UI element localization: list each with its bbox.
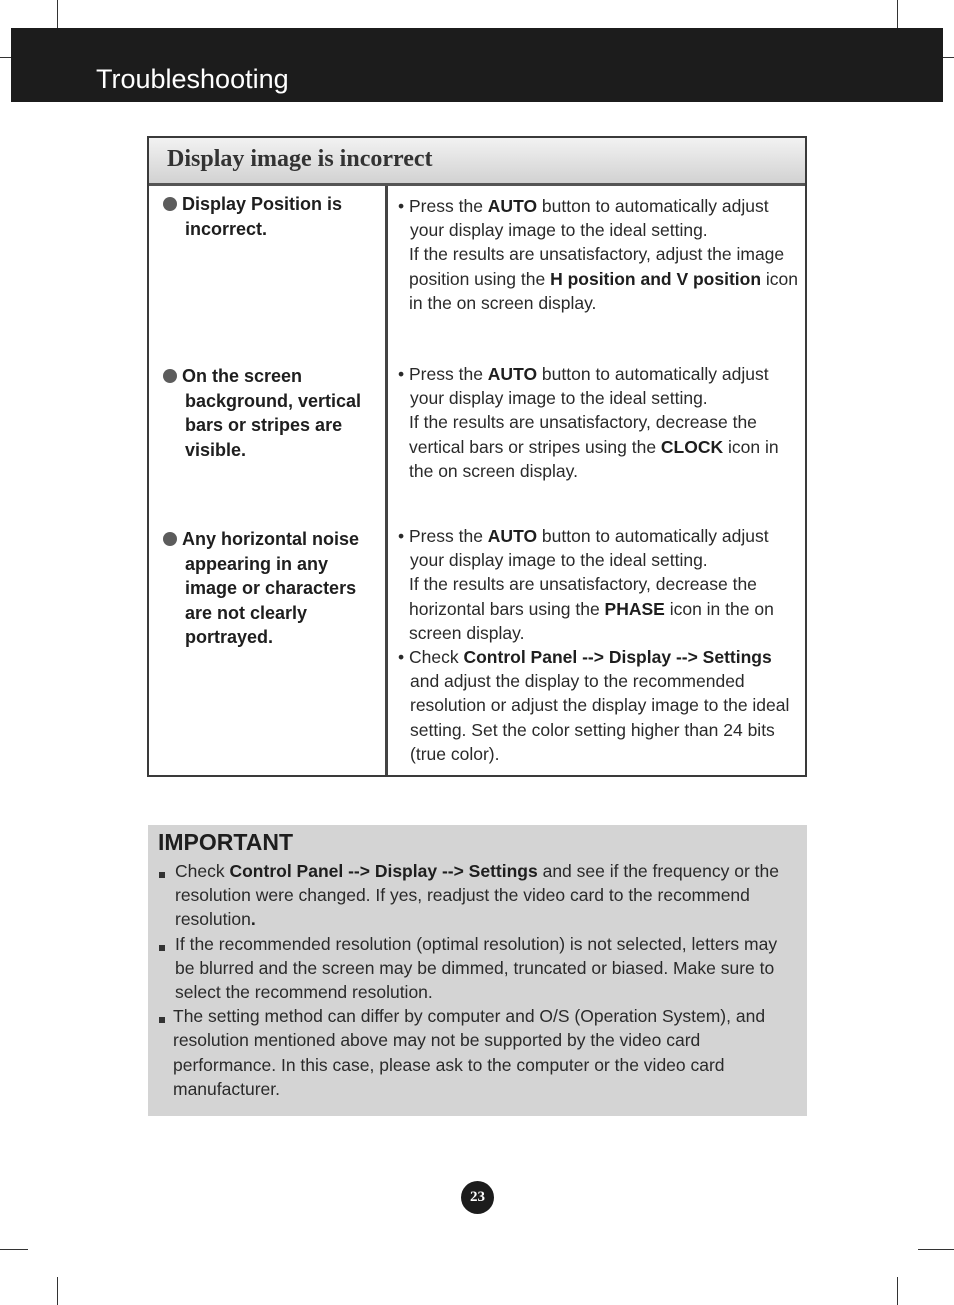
body-text: and adjust the display to the recommended resolution or adjust the display image to the ideal setting. Set the color setting higher than 24 bits (true color). (410, 671, 790, 764)
bullet-icon (163, 197, 177, 211)
body-text: button to automatically adjust your display image to the ideal setting. (410, 196, 769, 241)
emphasis-text: . (250, 909, 256, 930)
body-text: If the results are unsatisfactory, adjust the image position using the (409, 244, 785, 289)
crop-mark (0, 57, 11, 58)
important-title: IMPORTANT (158, 829, 294, 855)
solution-followup (398, 410, 798, 483)
emphasis-text: Control Panel --> Display --> Settings (463, 647, 772, 668)
crop-mark (897, 1277, 898, 1305)
problem-horizontal-noise: Any horizontal noise appearing in any image or characters are not clearly portrayed. (163, 527, 373, 650)
table-header (149, 138, 805, 186)
important-item (158, 932, 788, 1005)
body-text: If the results are unsatisfactory, decrease the horizontal bars using the (409, 574, 757, 619)
bullet-icon: • (398, 526, 409, 546)
problem-vertical-bars: On the screen background, vertical bars or stripes are visible. (163, 364, 373, 462)
solution-item (398, 194, 798, 242)
table-title: Display image is incorrect (167, 146, 433, 172)
problem-display-position: Display Position is incorrect. (163, 192, 373, 241)
square-bullet-icon (159, 872, 165, 878)
body-text: button to automatically adjust your display image to the ideal setting. (410, 526, 769, 571)
emphasis-text: Control Panel --> Display --> Settings (229, 861, 538, 881)
emphasis-text: AUTO (487, 196, 538, 216)
important-box (148, 825, 807, 1116)
crop-mark (897, 0, 898, 28)
bullet-icon (163, 532, 177, 546)
body-text: icon in the on screen display. (409, 598, 774, 643)
body-text: If the results are unsatisfactory, decrease the vertical bars or stripes using the (409, 412, 757, 457)
bullet-icon: • (398, 196, 409, 216)
crop-mark (57, 0, 58, 28)
emphasis-text: AUTO (487, 364, 538, 384)
important-item (158, 859, 788, 932)
solution-followup (398, 572, 798, 645)
square-bullet-icon (159, 945, 165, 951)
solution-item (398, 362, 798, 410)
header-bar (11, 28, 943, 102)
crop-mark (918, 1249, 954, 1250)
body-text: and see if the frequency or the resolution were changed. If yes, readjust the video card to the recommend resolution (175, 861, 779, 930)
body-text: Check (175, 861, 230, 881)
column-divider (385, 186, 388, 775)
emphasis-text: CLOCK (660, 436, 724, 457)
body-text: Check (409, 647, 464, 668)
solution-followup (398, 242, 798, 315)
bullet-icon (163, 369, 177, 383)
emphasis-text: H position and V position (550, 268, 762, 289)
solution-horizontal-noise (398, 524, 798, 766)
important-item (158, 1004, 788, 1101)
solution-display-position (398, 194, 798, 315)
body-text: Press the (409, 364, 488, 384)
body-text: button to automatically adjust your display image to the ideal setting. (410, 364, 769, 409)
body-text: The setting method can differ by computer and O/S (Operation System), and resolution mentioned above may not be supported by the video card performance. In this case, please ask to the computer or the video card manufacturer. (173, 1006, 766, 1099)
solution-item (398, 524, 798, 572)
emphasis-text: AUTO (487, 526, 538, 546)
solution-vertical-bars (398, 362, 798, 483)
crop-mark (57, 1277, 58, 1305)
body-text: icon in the on screen display. (409, 436, 779, 481)
crop-mark (0, 1249, 28, 1250)
solution-item (398, 645, 798, 766)
crop-mark (943, 57, 954, 58)
bullet-icon: • (398, 647, 409, 668)
page-title: Troubleshooting (96, 64, 289, 94)
important-list (158, 859, 788, 1101)
troubleshooting-table (147, 136, 807, 777)
bullet-icon: • (398, 364, 409, 384)
square-bullet-icon (159, 1017, 165, 1023)
body-text: Press the (409, 196, 488, 216)
page-number: 23 (461, 1181, 494, 1214)
emphasis-text: PHASE (604, 598, 665, 619)
body-text: icon in the on screen display. (409, 268, 799, 313)
body-text: Press the (409, 526, 488, 546)
body-text: If the recommended resolution (optimal resolution) is not selected, letters may be blurred and the screen may be dimmed, truncated or biased. Make sure to select the recommend resolution. (175, 933, 778, 1003)
